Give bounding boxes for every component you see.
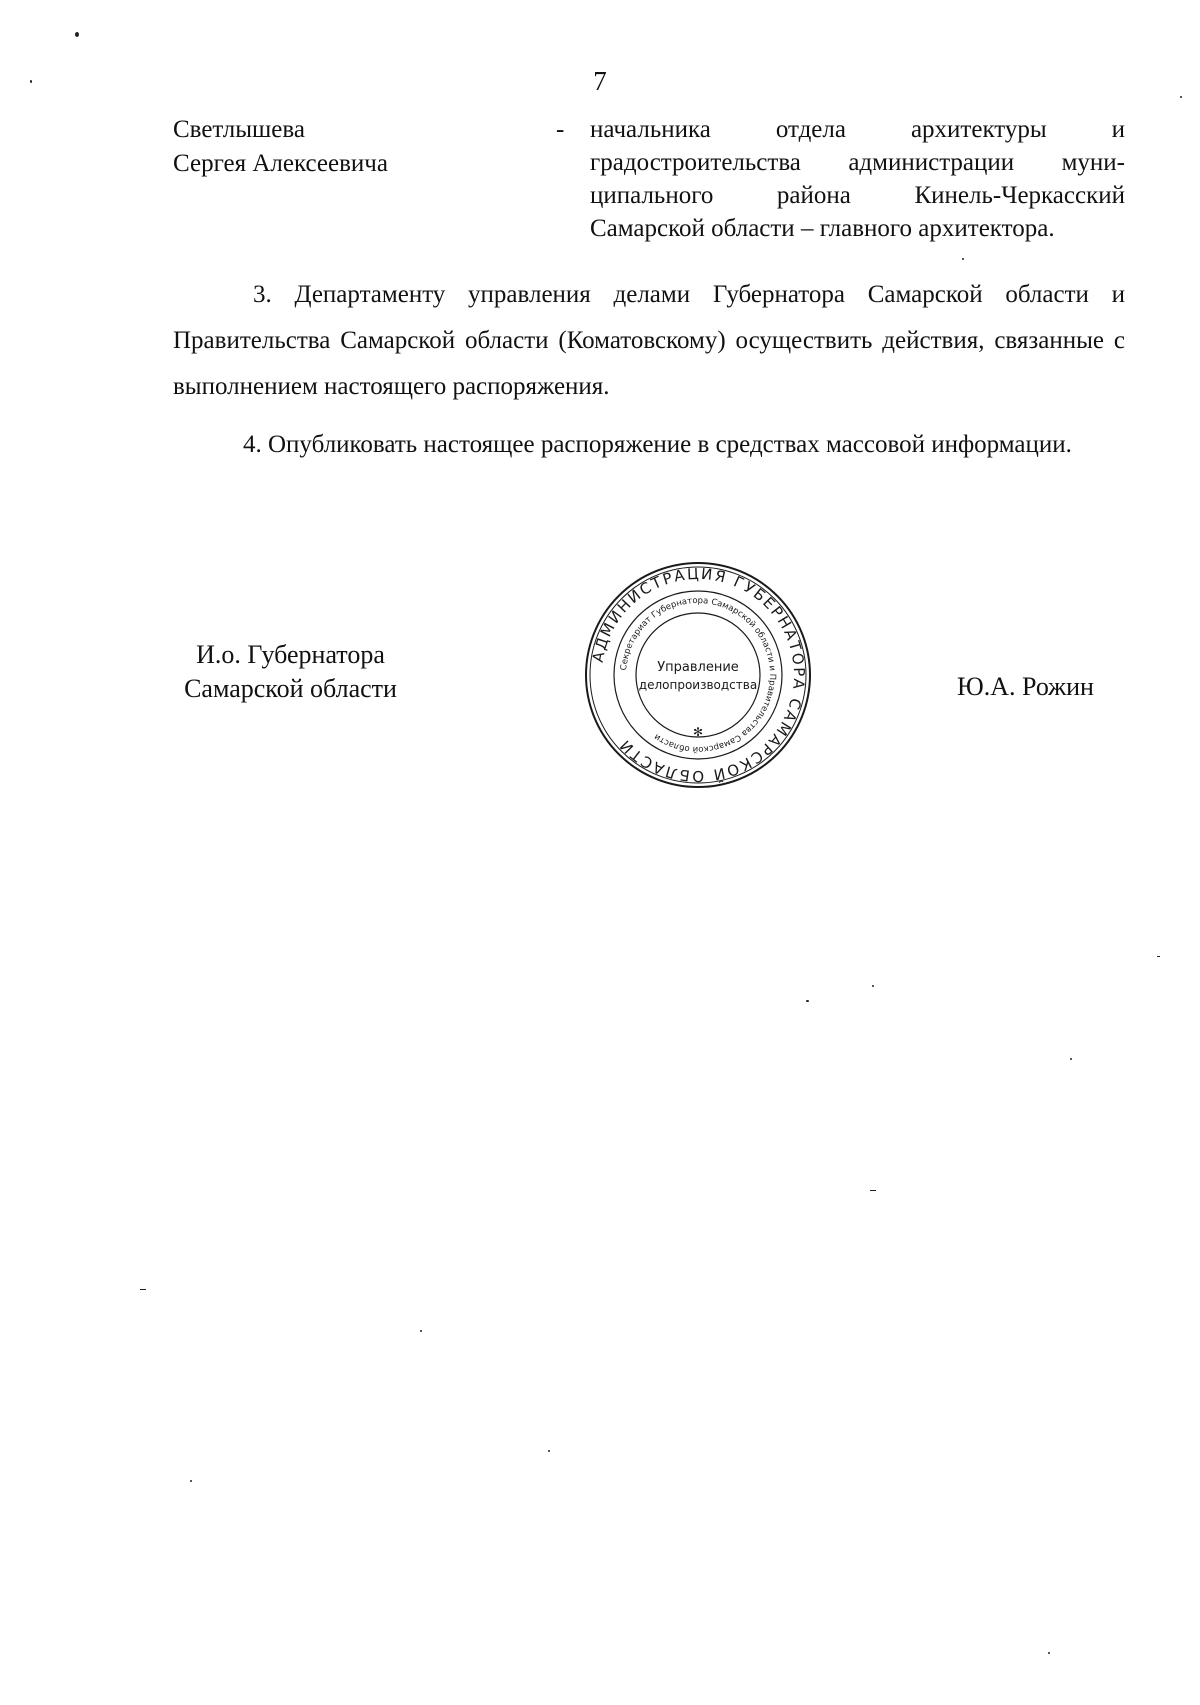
signatory-name: Ю.А. Рожин bbox=[957, 672, 1094, 701]
scan-speck bbox=[140, 1289, 146, 1290]
page-number: 7 bbox=[593, 66, 607, 96]
signatory-title bbox=[168, 638, 413, 706]
scan-speck bbox=[872, 985, 874, 987]
position-line: начальника отдела архитектуры и bbox=[590, 116, 1125, 143]
scan-speck bbox=[806, 1000, 809, 1002]
signatory-title-line: И.о. Губернатора bbox=[196, 640, 385, 669]
paragraph-4: 4. Опубликовать настоящее распоряжение в средствах массовой информации. bbox=[243, 431, 1072, 458]
scan-speck bbox=[962, 258, 964, 260]
scan-speck bbox=[1048, 1652, 1050, 1654]
paragraph-3: 3. Департаменту управления делами Губернатора Самарской области и Правительства Самарской области (Коматовскому) осуществить действия, связанные с выполнением настоящего распоряжения. bbox=[173, 281, 1125, 400]
scan-speck bbox=[1070, 1058, 1072, 1060]
official-seal bbox=[583, 560, 813, 790]
seal-outer-text: АДМИНИСТРАЦИЯ ГУБЕРНАТОРА САМАРСКОЙ ОБЛАСТИ bbox=[588, 564, 809, 786]
appointment-dash: - bbox=[556, 116, 565, 143]
signatory-title-line: Самарской области bbox=[184, 674, 397, 703]
position-line: градостроительства администрации муни- bbox=[590, 149, 1125, 176]
scan-speck bbox=[420, 1330, 422, 1332]
position-line: Самарской области – главного архитектора. bbox=[590, 215, 1055, 242]
scan-speck bbox=[190, 1480, 192, 1482]
scan-speck bbox=[1157, 956, 1160, 957]
scan-speck bbox=[548, 1450, 550, 1452]
scan-speck bbox=[1180, 96, 1182, 98]
seal-star-icon: ✻ bbox=[692, 725, 704, 739]
seal-center-line: делопроизводства bbox=[638, 678, 758, 692]
scan-speck bbox=[870, 1190, 876, 1191]
appointee-given-names: Сергея Алексеевича bbox=[173, 150, 388, 177]
seal-inner-text: Секретариат Губернатора Самарской области и Правительства Самарской области bbox=[619, 595, 778, 755]
position-line: ципального района Кинель-Черкасский bbox=[590, 182, 1125, 209]
appointee-surname: Светлышева bbox=[173, 116, 305, 143]
scan-speck bbox=[30, 80, 32, 83]
scan-speck bbox=[75, 32, 79, 37]
appointee-name bbox=[173, 113, 388, 181]
appointee-position bbox=[590, 113, 1125, 245]
seal-center-line: Управление bbox=[657, 660, 739, 675]
seal-graphic bbox=[583, 560, 813, 790]
